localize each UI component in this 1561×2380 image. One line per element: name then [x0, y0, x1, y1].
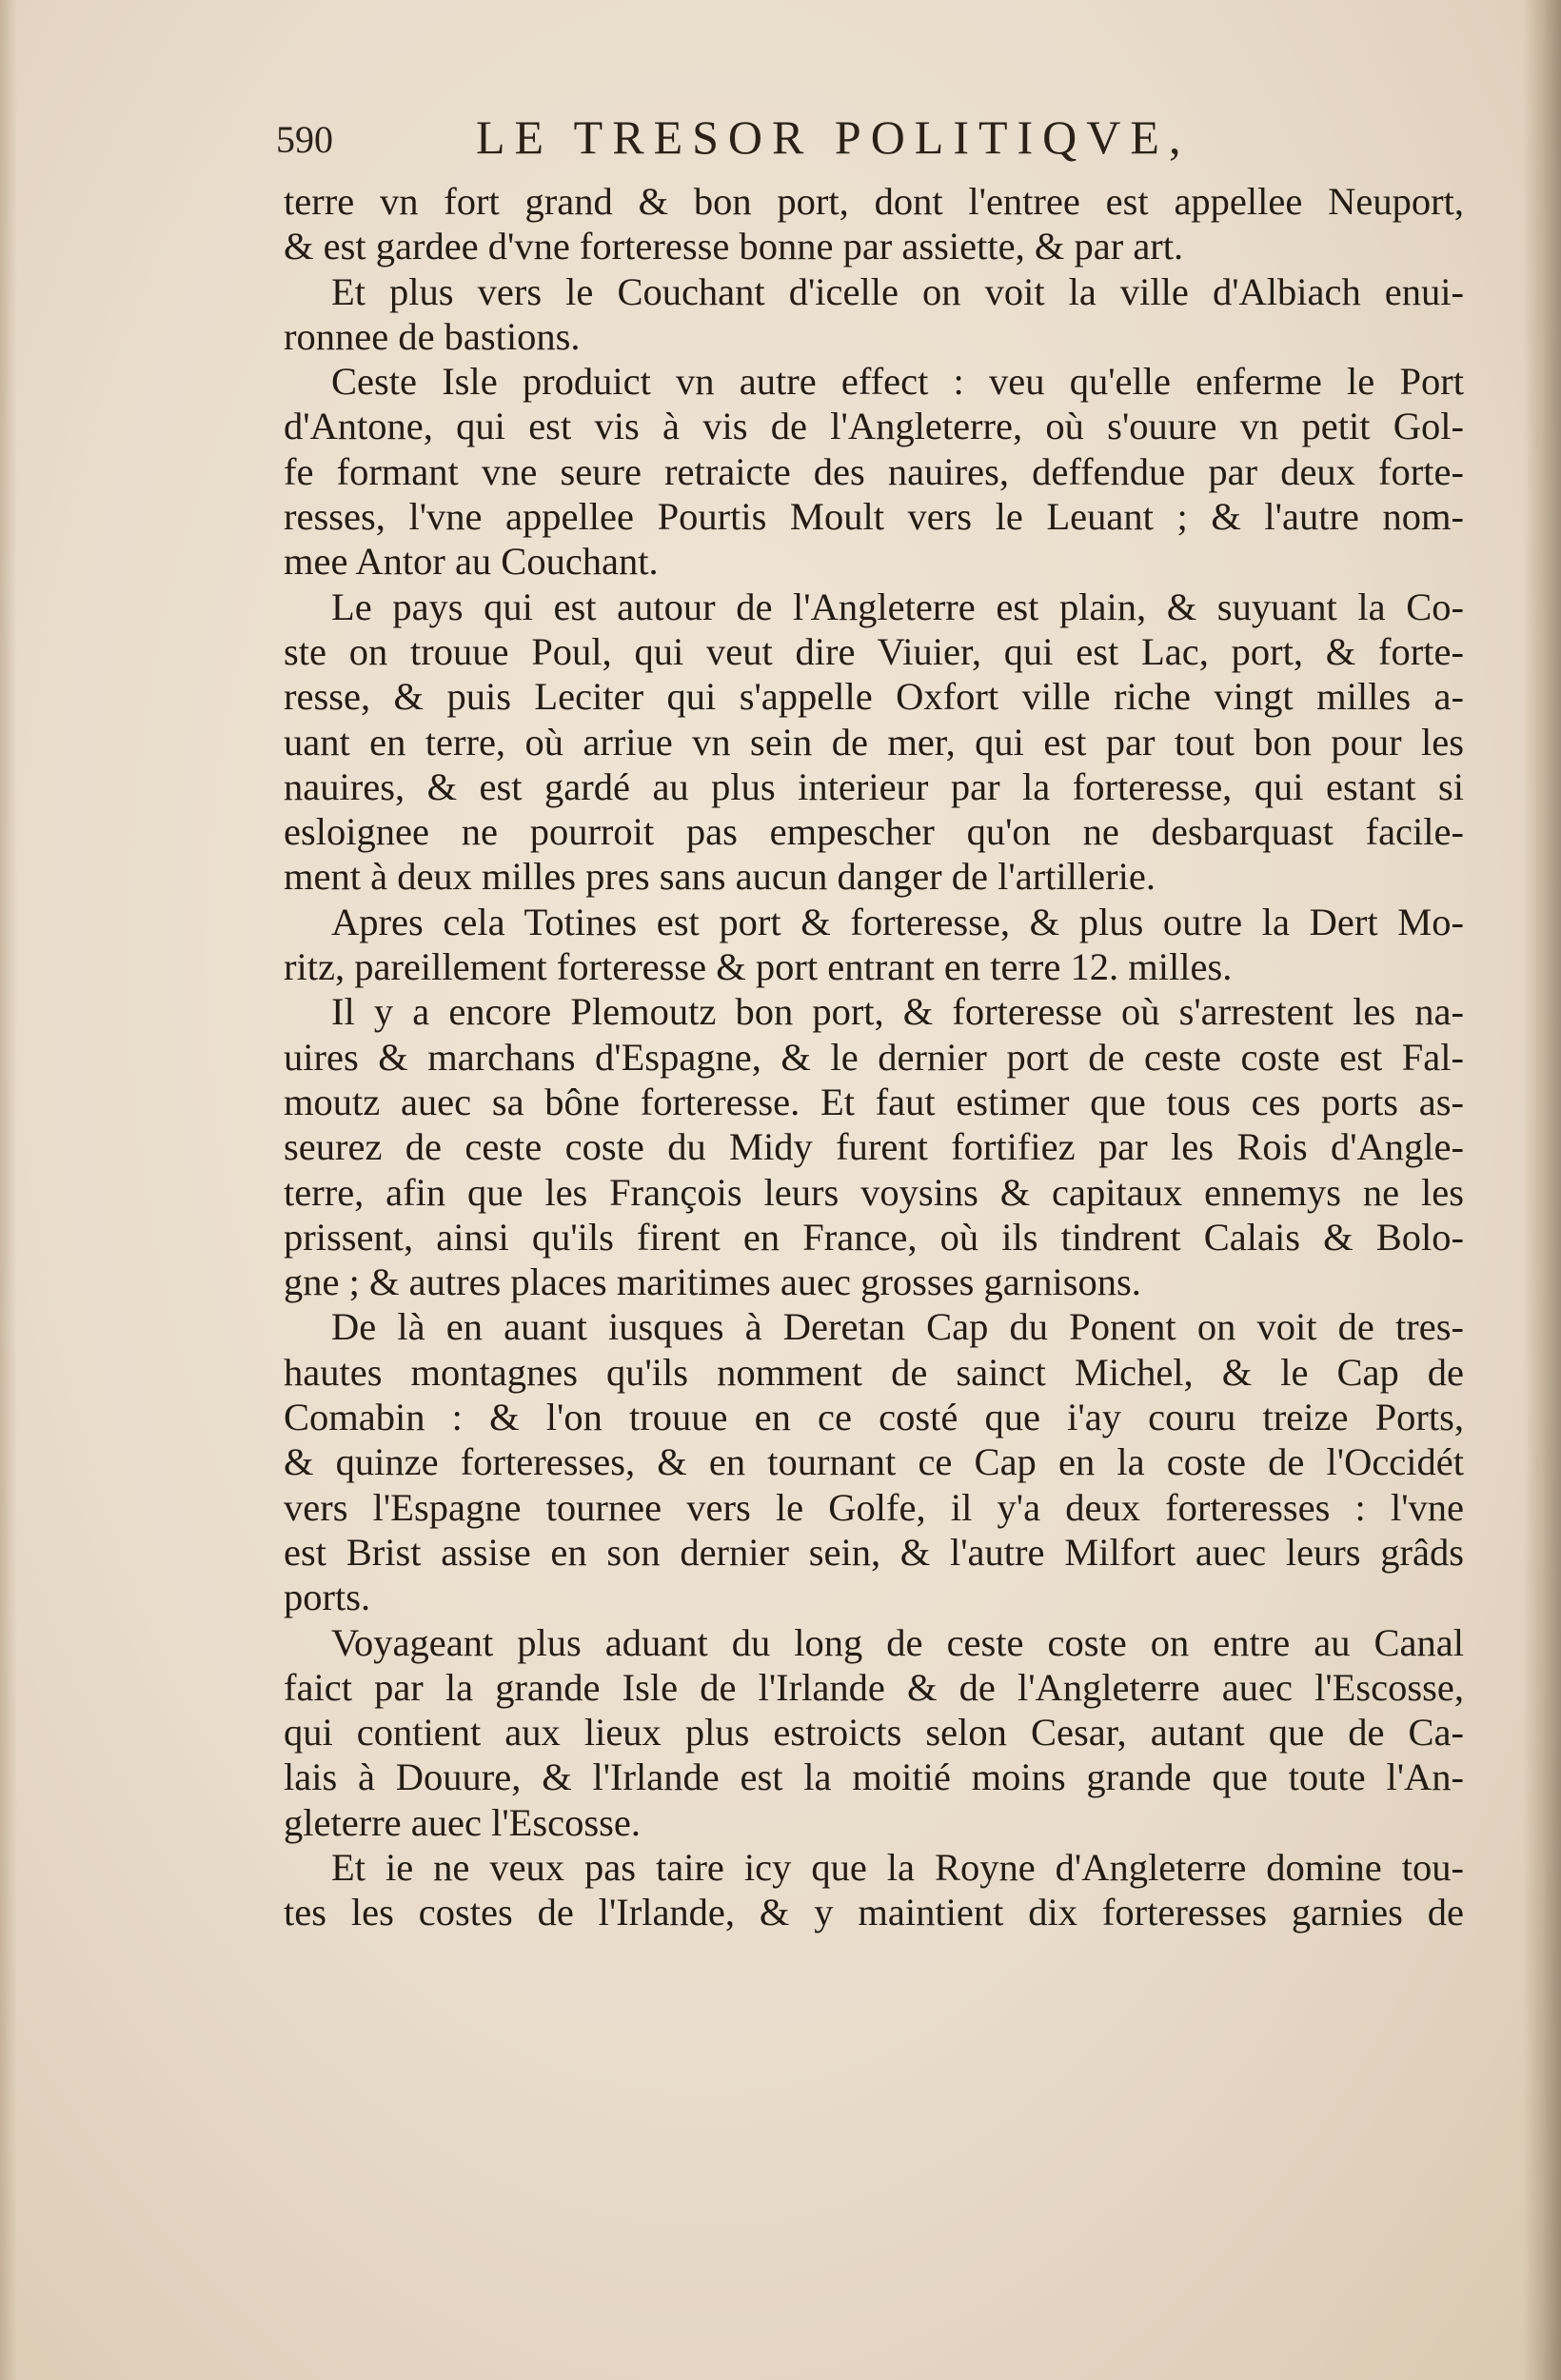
text-line: & quinze forteresses, & en tournant ce Cap en la coste de l'Occidét [284, 1440, 1464, 1484]
text-line: resse, & puis Leciter qui s'appelle Oxfort ville riche vingt milles a- [284, 675, 1464, 719]
text-line: vers l'Espagne tournee vers le Golfe, il y'a deux forteresses : l'vne [284, 1485, 1464, 1529]
text-line: gleterre auec l'Escosse. [284, 1800, 641, 1844]
text-line: Apres cela Totines est port & forteresse, & plus outre la Dert Mo- [331, 900, 1464, 943]
text-line: nauires, & est gardé au plus interieur par la forteresse, qui estant si [284, 764, 1464, 808]
text-line: qui contient aux lieux plus estroicts selon Cesar, autant que de Ca- [284, 1711, 1464, 1755]
text-line: uires & marchans d'Espagne, & le dernier port de ceste coste est Fal- [284, 1035, 1464, 1079]
text-line: resses, l'vne appellee Pourtis Moult vers le Leuant ; & l'autre nom- [284, 495, 1464, 539]
text-line: moutz auec sa bône forteresse. Et faut estimer que tous ces ports as- [284, 1080, 1464, 1123]
text-line: hautes montagnes qu'ils nomment de sainct Michel, & le Cap de [284, 1350, 1464, 1394]
text-line: Comabin : & l'on trouue en ce costé que i'ay couru treize Ports, [284, 1396, 1464, 1439]
page-number: 590 [276, 118, 333, 161]
text-line: ment à deux milles pres sans aucun danger de l'artillerie. [284, 855, 1156, 899]
text-line: Et plus vers le Couchant d'icelle on voit la ville d'Albiach enui- [331, 269, 1464, 313]
page-edge-shadow [0, 0, 17, 2380]
book-gutter-shadow [1523, 0, 1561, 2380]
text-line: lais à Douure, & l'Irlande est la moitié moins grande que toute l'An- [284, 1755, 1464, 1799]
text-line: uant en terre, où arriue vn sein de mer, qui est par tout bon pour les [284, 720, 1464, 764]
text-line: Il y a encore Plemoutz bon port, & forteresse où s'arrestent les na- [331, 990, 1464, 1034]
text-line: faict par la grande Isle de l'Irlande & de l'Angleterre auec l'Escosse, [284, 1665, 1464, 1709]
text-line: Ceste Isle produict vn autre effect : veu qu'elle enferme le Port [331, 360, 1464, 404]
text-line: terre, afin que les François leurs voysins & capitaux ennemys ne les [284, 1170, 1464, 1214]
text-line: mee Antor au Couchant. [284, 540, 659, 584]
text-line: & est gardee d'vne forteresse bonne par assiette, & par art. [284, 225, 1184, 268]
text-line: prissent, ainsi qu'ils firent en France, où ils tindrent Calais & Bolo- [284, 1215, 1464, 1259]
body-text [284, 179, 1464, 1935]
text-line: terre vn fort grand & bon port, dont l'entree est appellee Neuport, [284, 180, 1464, 223]
page-header [276, 109, 1275, 167]
text-line: gne ; & autres places maritimes auec grosses garnisons. [284, 1260, 1141, 1304]
text-line: tes les costes de l'Irlande, & y maintient dix forteresses garnies de [284, 1891, 1464, 1934]
text-line: fe formant vne seure retraicte des nauires, deffendue par deux forte- [284, 449, 1464, 493]
text-line: seurez de ceste coste du Midy furent fortifiez par les Rois d'Angle- [284, 1125, 1464, 1169]
text-line: esloignee ne pourroit pas empescher qu'on ne desbarquast facile- [284, 810, 1464, 854]
text-line: Le pays qui est autour de l'Angleterre est plain, & suyuant la Co- [331, 585, 1464, 628]
text-line: ritz, pareillement forteresse & port entrant en terre 12. milles. [284, 945, 1233, 989]
running-title: LE TRESOR POLITIQVE, [476, 110, 1191, 164]
text-line: Et ie ne veux pas taire icy que la Royne d'Angleterre domine tou- [331, 1845, 1464, 1889]
text-line: d'Antone, qui est vis à vis de l'Angleterre, où s'ouure vn petit Gol- [284, 405, 1464, 448]
text-line: ports. [284, 1576, 371, 1619]
text-line: ste on trouue Poul, qui veut dire Viuier, qui est Lac, port, & forte- [284, 629, 1464, 673]
text-line: De là en auant iusques à Deretan Cap du Ponent on voit de tres- [331, 1305, 1464, 1349]
text-line: ronnee de bastions. [284, 314, 581, 358]
text-line: est Brist assise en son dernier sein, & l'autre Milfort auec leurs grâds [284, 1530, 1464, 1574]
text-line: Voyageant plus aduant du long de ceste coste on entre au Canal [331, 1620, 1464, 1664]
